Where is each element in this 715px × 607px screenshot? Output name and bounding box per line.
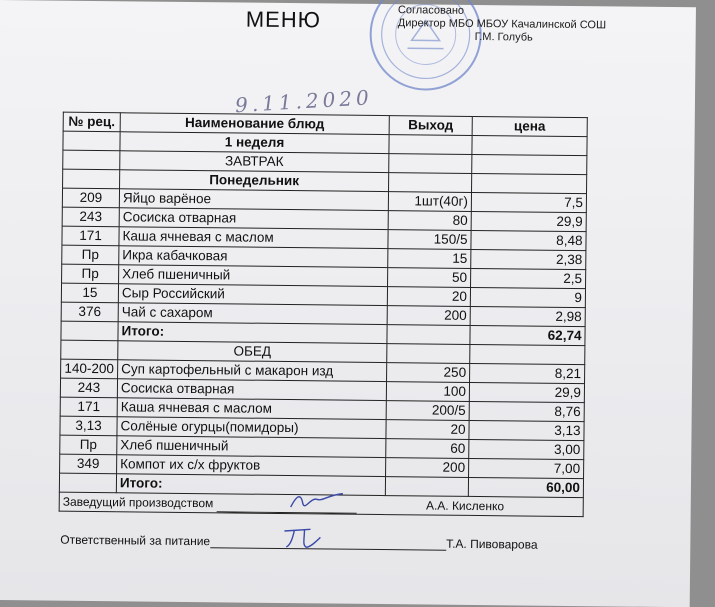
dish-name: Сосиска отварная	[119, 208, 388, 230]
recipe-code: 171	[62, 226, 119, 246]
responsible-name: Т.А. Пивоварова	[446, 536, 538, 552]
day-label: Понедельник	[120, 170, 389, 192]
approval-line2: Директор МБО МБОУ Качалинской СОШ	[397, 17, 607, 32]
dish-price: 29,9	[471, 211, 586, 231]
dish-name: Яйцо варёное	[119, 189, 388, 211]
approval-line3: Г.М. Голубь	[474, 30, 533, 44]
dish-output: 250	[387, 363, 470, 383]
dish-name: Каша ячневая с маслом	[119, 227, 388, 249]
dish-output: 80	[388, 211, 471, 231]
dish-name: Чай с сахаром	[118, 303, 387, 325]
responsible-role: Ответственный за питание	[60, 532, 211, 549]
dish-name: Икра кабачковая	[119, 246, 388, 268]
week-label: 1 неделя	[120, 132, 389, 154]
responsible-signature-icon	[280, 525, 324, 551]
dish-price: 29,9	[469, 382, 584, 402]
lunch-total-value: 60,00	[468, 477, 583, 497]
dish-price: 8,21	[470, 363, 585, 383]
recipe-code: Пр	[60, 435, 117, 455]
recipe-code: Пр	[62, 245, 119, 265]
dish-price: 9	[470, 287, 585, 307]
page-title: МЕНЮ	[245, 6, 322, 33]
dish-output: 20	[386, 420, 469, 440]
dish-price: 2,38	[471, 249, 586, 269]
dish-price: 3,00	[469, 439, 584, 459]
recipe-code: 376	[61, 302, 118, 322]
dish-output: 15	[388, 249, 471, 269]
recipe-code: 171	[60, 397, 117, 417]
recipe-code: 243	[62, 207, 119, 227]
dish-output: 200	[387, 306, 470, 326]
dish-output: 50	[388, 268, 471, 288]
dish-name: Каша ячневая с маслом	[117, 398, 386, 420]
dish-output: 1шт(40г)	[388, 192, 471, 212]
manager-name: А.А. Кисленко	[425, 498, 505, 514]
column-header: Выход	[389, 116, 472, 136]
column-header: цена	[472, 116, 587, 136]
dish-name: Сыр Российский	[118, 284, 387, 306]
lunch-label: ОБЕД	[118, 341, 387, 363]
column-header: № рец.	[63, 112, 120, 132]
recipe-code: 349	[60, 454, 117, 474]
breakfast-total-value: 62,74	[470, 325, 585, 345]
dish-output: 150/5	[388, 230, 471, 250]
dish-price: 7,5	[471, 192, 586, 212]
dish-price: 2,5	[471, 268, 586, 288]
dish-output: 60	[386, 439, 469, 459]
dish-price: 7,00	[469, 458, 584, 478]
dish-price: 3,13	[469, 420, 584, 440]
approval-block	[398, 4, 607, 45]
dish-name: Сосиска отварная	[117, 379, 386, 401]
dish-output: 200	[386, 458, 469, 478]
responsible-underline	[210, 547, 446, 550]
lunch-total-label: Итого:	[116, 474, 385, 496]
menu-table	[59, 112, 588, 517]
breakfast-total-label: Итого:	[118, 322, 387, 344]
dish-name: Хлеб пшеничный	[117, 436, 386, 458]
manager-role: Заведущий производством	[62, 494, 214, 511]
dish-name: Суп картофельный с макарон изд	[118, 360, 387, 382]
recipe-code: 209	[62, 188, 119, 208]
manager-signature-icon	[287, 489, 347, 514]
dish-output: 20	[387, 287, 470, 307]
dish-name: Хлеб пшеничный	[119, 265, 388, 287]
breakfast-label: ЗАВТРАК	[120, 151, 389, 173]
column-header: Наименование блюд	[120, 113, 389, 135]
handwritten-date: 9.11.2020	[234, 85, 374, 118]
dish-name: Солёные огурцы(помидоры)	[117, 417, 386, 439]
recipe-code: Пр	[62, 264, 119, 284]
recipe-code: 243	[60, 378, 117, 398]
dish-price: 2,98	[470, 306, 585, 326]
dish-output: 200/5	[386, 401, 469, 421]
dish-name: Компот их с/х фруктов	[117, 455, 386, 477]
dish-price: 8,48	[471, 230, 586, 250]
approval-line1: Согласовано	[397, 4, 465, 17]
dish-price: 8,76	[469, 401, 584, 421]
recipe-code: 140-200	[61, 359, 118, 379]
dish-output: 100	[386, 382, 469, 402]
recipe-code: 15	[61, 283, 118, 303]
recipe-code: 3,13	[60, 416, 117, 436]
